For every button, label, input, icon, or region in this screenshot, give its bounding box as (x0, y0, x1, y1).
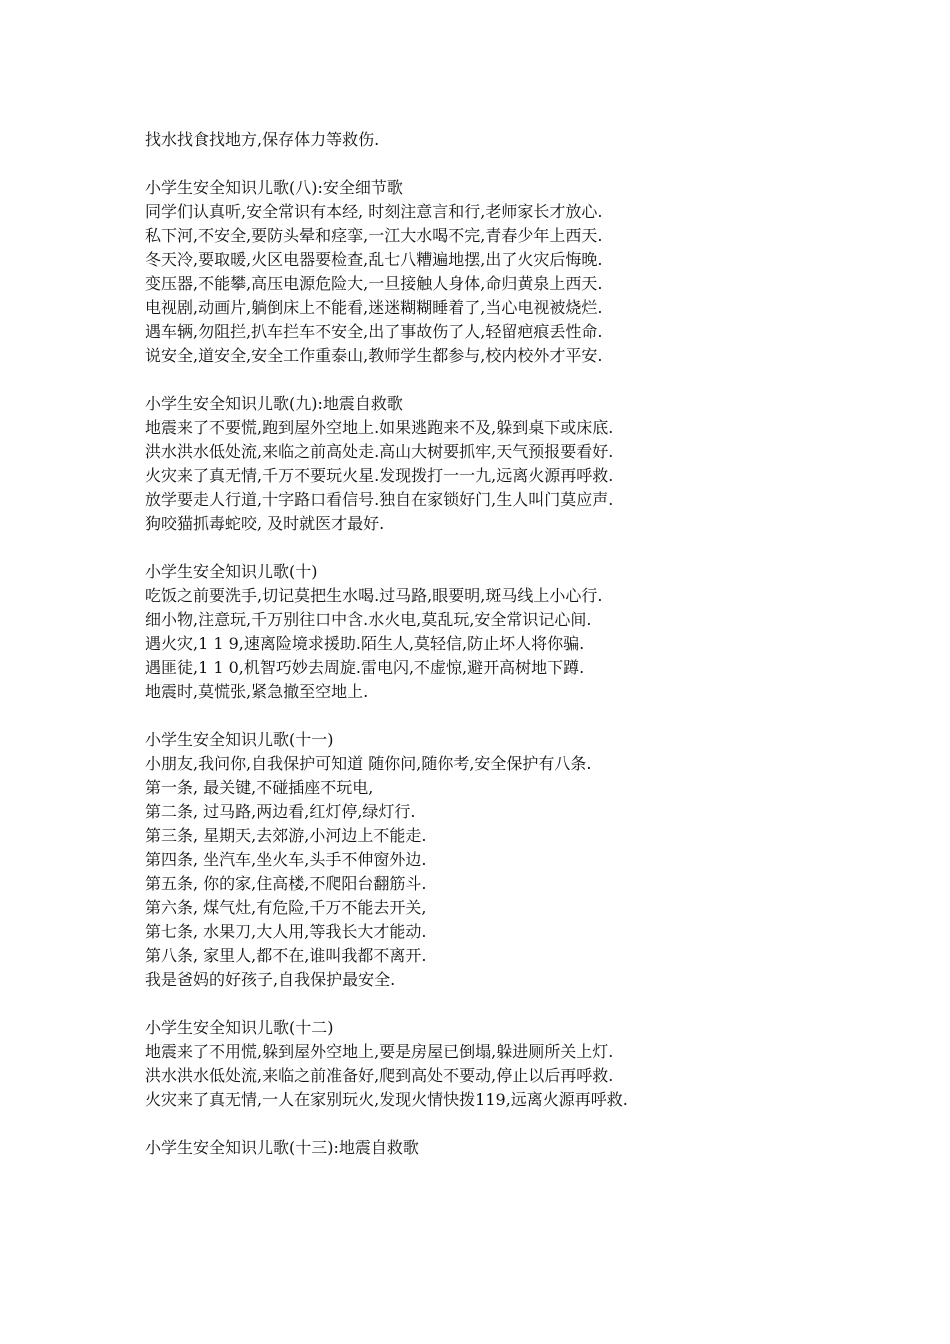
section-title: 小学生安全知识儿歌(八):安全细节歌 (145, 178, 403, 197)
section-gap (145, 1112, 925, 1136)
verse-line: 第六条, 煤气灶,有危险,千万不能去开关, (145, 898, 427, 917)
verse-line: 细小物,注意玩,千万别往口中含.水火电,莫乱玩,安全常识记心间. (145, 610, 592, 629)
verse-line: 第四条, 坐汽车,坐火车,头手不伸窗外边. (145, 850, 427, 869)
section-gap (145, 368, 925, 392)
verse-line: 遇匪徒,1 1 0,机智巧妙去周旋.雷电闪,不虚惊,避开高树地下蹲. (145, 658, 585, 677)
verse-line: 遇车辆,勿阻拦,扒车拦车不安全,出了事故伤了人,轻留疤痕丢性命. (145, 322, 603, 341)
verse-line: 第一条, 最关键,不碰插座不玩电, (145, 778, 374, 797)
verse-line: 变压器,不能攀,高压电源危险大,一旦接触人身体,命归黄泉上西天. (145, 274, 603, 293)
verse-line: 说安全,道安全,安全工作重泰山,教师学生都参与,校内校外才平安. (145, 346, 603, 365)
section-title: 小学生安全知识儿歌(十) (145, 562, 318, 581)
verse-line: 小朋友,我问你,自我保护可知道 随你问,随你考,安全保护有八条. (145, 754, 592, 773)
verse-line: 火灾来了真无情,千万不要玩火星.发现拨打一一九,远离火源再呼救. (145, 466, 614, 485)
verse-line: 狗咬猫抓毒蛇咬, 及时就医才最好. (145, 514, 385, 533)
verse-line: 第八条, 家里人,都不在,谁叫我都不离开. (145, 946, 427, 965)
intro-line: 找水找食找地方,保存体力等救伤. (145, 130, 380, 149)
document-page (145, 128, 925, 1160)
section-gap (145, 704, 925, 728)
section-gap (145, 992, 925, 1016)
sections-container (145, 152, 925, 1160)
verse-line: 同学们认真听,安全常识有本经, 时刻注意言和行,老师家长才放心. (145, 202, 603, 221)
verse-line: 地震时,莫慌张,紧急撤至空地上. (145, 682, 369, 701)
verse-line: 我是爸妈的好孩子,自我保护最安全. (145, 970, 396, 989)
section-title: 小学生安全知识儿歌(十一) (145, 730, 334, 749)
section-gap (145, 536, 925, 560)
verse-line: 第二条, 过马路,两边看,红灯停,绿灯行. (145, 802, 416, 821)
verse-line: 私下河,不安全,要防头晕和痉挛,一江大水喝不完,青春少年上西天. (145, 226, 603, 245)
verse-line: 第五条, 你的家,住高楼,不爬阳台翻筋斗. (145, 874, 427, 893)
section-title: 小学生安全知识儿歌(十二) (145, 1018, 334, 1037)
verse-line: 地震来了不用慌,躲到屋外空地上,要是房屋已倒塌,躲进厕所关上灯. (145, 1042, 614, 1061)
verse-line: 冬天冷,要取暖,火区电器要检查,乱七八糟遍地摆,出了火灾后悔晚. (145, 250, 603, 269)
verse-line: 第七条, 水果刀,大人用,等我长大才能动. (145, 922, 427, 941)
verse-line: 火灾来了真无情,一人在家别玩火,发现火情快拨119,远离火源再呼救. (145, 1090, 628, 1109)
verse-line: 洪水洪水低处流,来临之前高处走.高山大树要抓牢,天气预报要看好. (145, 442, 614, 461)
section-title: 小学生安全知识儿歌(九):地震自救歌 (145, 394, 403, 413)
verse-line: 地震来了不要慌,跑到屋外空地上.如果逃跑来不及,躲到桌下或床底. (145, 418, 614, 437)
verse-line: 放学要走人行道,十字路口看信号.独自在家锁好门,生人叫门莫应声. (145, 490, 614, 509)
verse-line: 遇火灾,1 1 9,速离险境求援助.陌生人,莫轻信,防止坏人将你骗. (145, 634, 585, 653)
verse-line: 吃饭之前要洗手,切记莫把生水喝.过马路,眼要明,斑马线上小心行. (145, 586, 603, 605)
verse-line: 电视剧,动画片,躺倒床上不能看,迷迷糊糊睡着了,当心电视被烧烂. (145, 298, 603, 317)
verse-line: 第三条, 星期天,去郊游,小河边上不能走. (145, 826, 427, 845)
section-gap (145, 152, 925, 176)
section-title: 小学生安全知识儿歌(十三):地震自救歌 (145, 1138, 419, 1157)
verse-line: 洪水洪水低处流,来临之前准备好,爬到高处不要动,停止以后再呼救. (145, 1066, 614, 1085)
